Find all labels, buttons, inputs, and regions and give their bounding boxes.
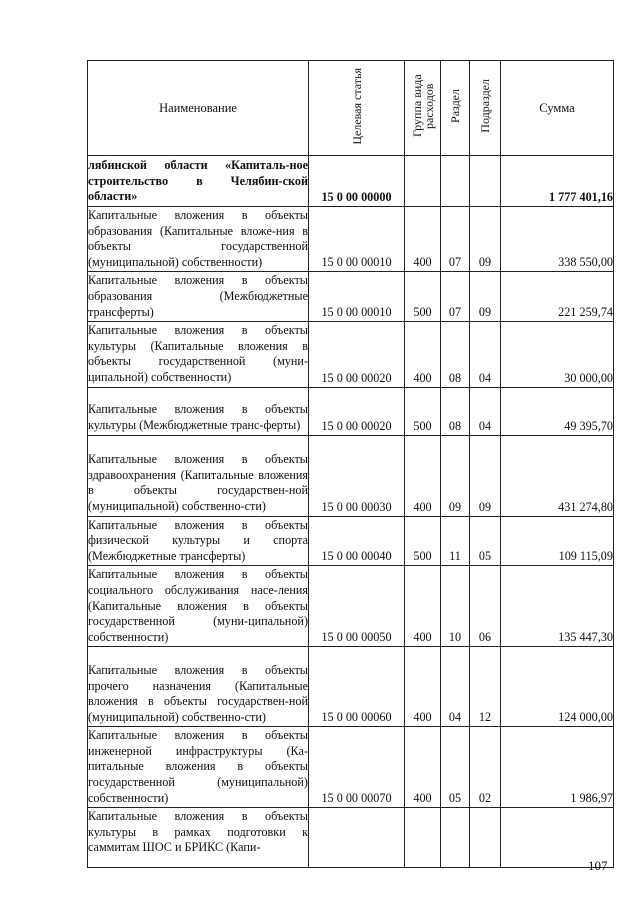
row-expense-group: 400 bbox=[405, 207, 441, 272]
row-subsection: 09 bbox=[470, 207, 501, 272]
table-row bbox=[88, 647, 614, 727]
row-section bbox=[441, 808, 470, 868]
row-expense-group: 400 bbox=[405, 647, 441, 727]
row-subsection: 09 bbox=[470, 435, 501, 516]
table-header-row bbox=[88, 61, 614, 156]
header-subsection-label: Подраздел bbox=[478, 79, 492, 133]
row-expense-group bbox=[405, 808, 441, 868]
header-target-article bbox=[309, 61, 405, 156]
row-section: 08 bbox=[441, 387, 470, 435]
row-section: 11 bbox=[441, 516, 470, 566]
row-section: 10 bbox=[441, 566, 470, 647]
header-name: Наименование bbox=[88, 61, 309, 156]
row-target-article: 15 0 00 00050 bbox=[309, 566, 405, 647]
row-section: 09 bbox=[441, 435, 470, 516]
row-name: Капитальные вложения в объекты культуры в рамках подготовки к саммитам ШОС и БРИКС (Капи- bbox=[88, 808, 309, 868]
page-number: 107 bbox=[588, 858, 608, 873]
row-subsection: 06 bbox=[470, 566, 501, 647]
table-row bbox=[88, 516, 614, 566]
header-expense-group bbox=[405, 61, 441, 156]
row-amount: 109 115,09 bbox=[501, 516, 614, 566]
table-row bbox=[88, 808, 614, 868]
row-expense-group: 500 bbox=[405, 272, 441, 322]
header-section bbox=[441, 61, 470, 156]
row-amount: 124 000,00 bbox=[501, 647, 614, 727]
row-expense-group: 500 bbox=[405, 516, 441, 566]
header-expense-group-label: Группа вида расходов bbox=[409, 74, 436, 138]
row-section: 07 bbox=[441, 272, 470, 322]
header-section-label: Раздел bbox=[448, 89, 462, 123]
header-subsection bbox=[470, 61, 501, 156]
row-section: 04 bbox=[441, 647, 470, 727]
row-target-article: 15 0 00 00070 bbox=[309, 727, 405, 808]
row-expense-group: 400 bbox=[405, 435, 441, 516]
row-target-article: 15 0 00 00020 bbox=[309, 322, 405, 387]
row-name: Капитальные вложения в объекты образования (Межбюджетные трансферты) bbox=[88, 272, 309, 322]
row-amount: 338 550,00 bbox=[501, 207, 614, 272]
row-amount: 1 986,97 bbox=[501, 727, 614, 808]
row-expense-group: 500 bbox=[405, 387, 441, 435]
row-subsection: 02 bbox=[470, 727, 501, 808]
budget-table bbox=[87, 60, 614, 868]
row-section: 08 bbox=[441, 322, 470, 387]
row-target-article: 15 0 00 00010 bbox=[309, 272, 405, 322]
row-target-article: 15 0 00 00000 bbox=[309, 156, 405, 207]
row-subsection: 04 bbox=[470, 387, 501, 435]
row-target-article: 15 0 00 00010 bbox=[309, 207, 405, 272]
table-row bbox=[88, 387, 614, 435]
row-amount: 30 000,00 bbox=[501, 322, 614, 387]
row-name: Капитальные вложения в объекты социального обслуживания насе-ления (Капитальные вложения в объекты государственной (муни-ципальной) собственности) bbox=[88, 566, 309, 647]
row-expense-group bbox=[405, 156, 441, 207]
row-subsection: 05 bbox=[470, 516, 501, 566]
row-amount: 431 274,80 bbox=[501, 435, 614, 516]
row-name: Капитальные вложения в объекты физической культуры и спорта (Межбюджетные трансферты) bbox=[88, 516, 309, 566]
header-target-article-label: Целевая статья bbox=[349, 67, 364, 145]
row-section bbox=[441, 156, 470, 207]
row-expense-group: 400 bbox=[405, 322, 441, 387]
row-name: Капитальные вложения в объекты культуры (Капитальные вложения в объекты государственной (муни-ципальной) собственности) bbox=[88, 322, 309, 387]
row-subsection: 09 bbox=[470, 272, 501, 322]
row-target-article: 15 0 00 00030 bbox=[309, 435, 405, 516]
table-row bbox=[88, 322, 614, 387]
row-target-article: 15 0 00 00020 bbox=[309, 387, 405, 435]
row-subsection bbox=[470, 808, 501, 868]
table-row bbox=[88, 272, 614, 322]
row-target-article bbox=[309, 808, 405, 868]
row-name: Капитальные вложения в объекты прочего назначения (Капитальные вложения в объекты государствен-ной (муниципальной) собственно-сти) bbox=[88, 647, 309, 727]
row-amount: 135 447,30 bbox=[501, 566, 614, 647]
table-row bbox=[88, 156, 614, 207]
row-subsection: 12 bbox=[470, 647, 501, 727]
table-row bbox=[88, 727, 614, 808]
row-subsection bbox=[470, 156, 501, 207]
table-row bbox=[88, 207, 614, 272]
row-section: 05 bbox=[441, 727, 470, 808]
row-name: лябинской области «Капиталь-ное строительство в Челябин-ской области» bbox=[88, 156, 309, 207]
row-section: 07 bbox=[441, 207, 470, 272]
row-expense-group: 400 bbox=[405, 727, 441, 808]
row-amount: 49 395,70 bbox=[501, 387, 614, 435]
row-subsection: 04 bbox=[470, 322, 501, 387]
header-amount: Сумма bbox=[501, 61, 614, 156]
row-target-article: 15 0 00 00040 bbox=[309, 516, 405, 566]
table-row bbox=[88, 435, 614, 516]
row-target-article: 15 0 00 00060 bbox=[309, 647, 405, 727]
row-name: Капитальные вложения в объекты образования (Капитальные вложе-ния в объекты государственной (муниципальной) собственности) bbox=[88, 207, 309, 272]
row-name: Капитальные вложения в объекты инженерной инфраструктуры (Ка-питальные вложения в объекты государственной (муниципальной) собственности) bbox=[88, 727, 309, 808]
row-expense-group: 400 bbox=[405, 566, 441, 647]
table-row bbox=[88, 566, 614, 647]
row-amount: 221 259,74 bbox=[501, 272, 614, 322]
row-name: Капитальные вложения в объекты здравоохранения (Капитальные вложения в объекты государствен-ной (муниципальной) собственно-сти) bbox=[88, 435, 309, 516]
row-name: Капитальные вложения в объекты культуры (Межбюджетные транс-ферты) bbox=[88, 387, 309, 435]
row-amount: 1 777 401,16 bbox=[501, 156, 614, 207]
